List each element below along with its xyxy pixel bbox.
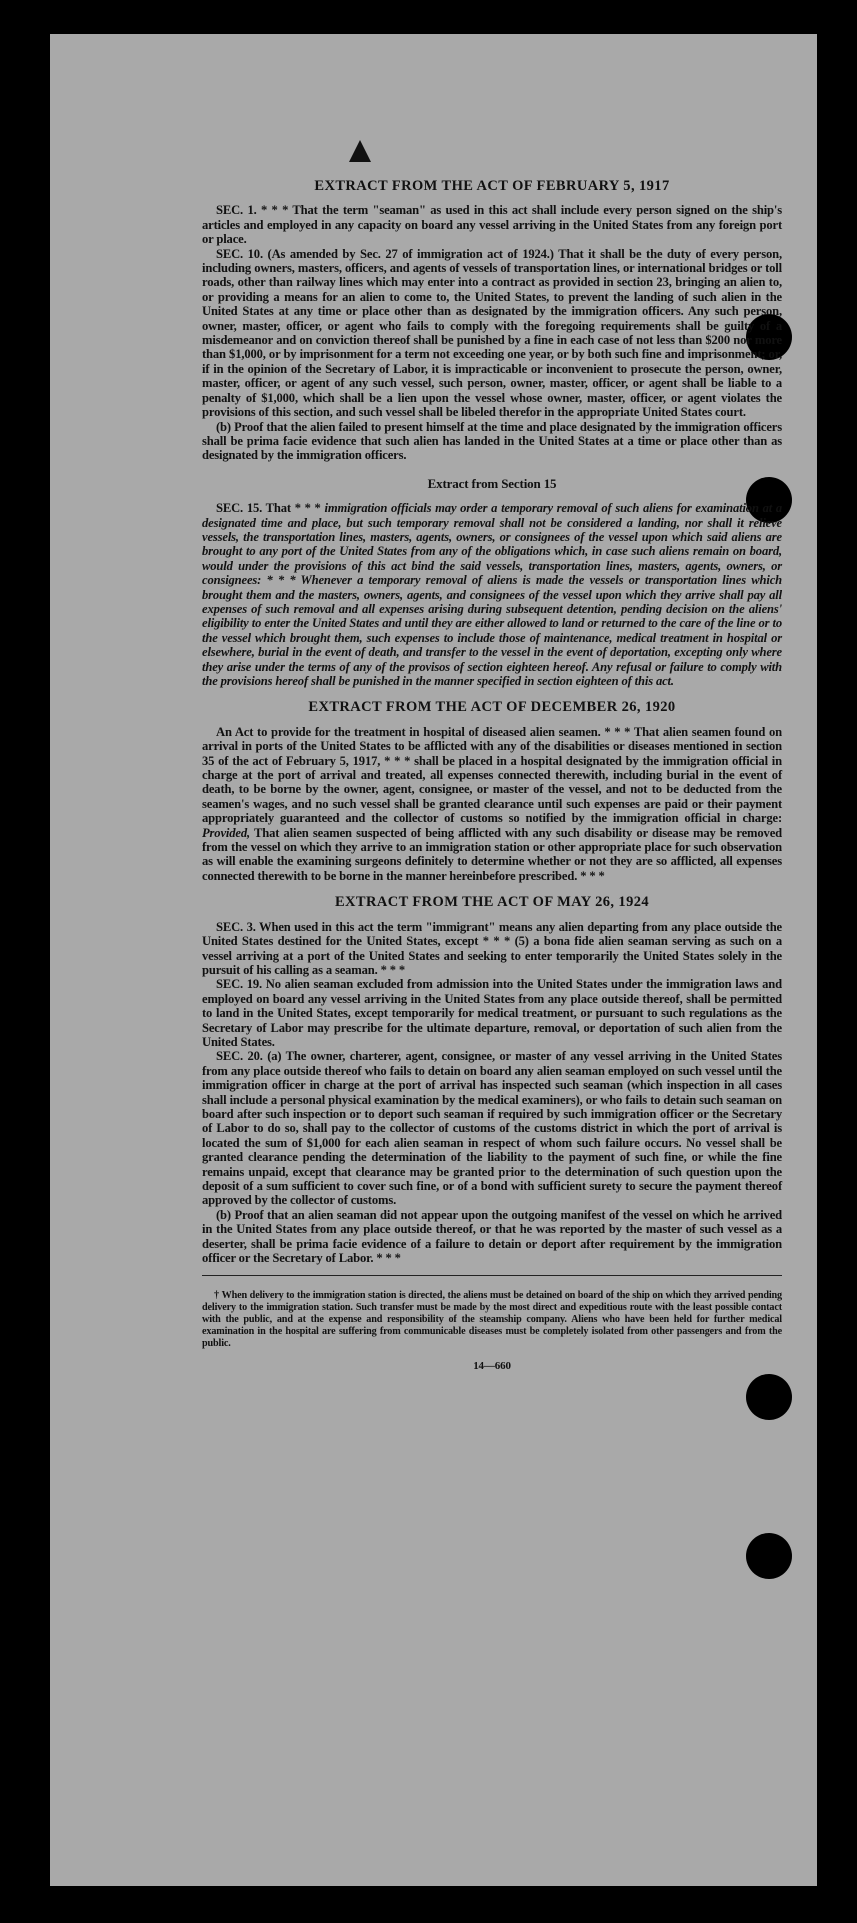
section-3: SEC. 3. When used in this act the term "immigrant" means any alien departing from any place outside the United States destined for the United States, except * * * (5) a bona fide alien seaman serving as such on a vessel arriving at a port of the United States and seeking to enter temporarily the United States solely in the pursuit of his calling as a seaman. * * * bbox=[202, 919, 782, 977]
section-20-b: (b) Proof that an alien seaman did not appear upon the outgoing manifest of the vessel on which he arrived in the United States from any place outside thereof, or that he was reported by the master of such vessel as a deserter, shall be prima facie evidence of a failure to detain or deport after requirement by the immigration officer or the Secretary of Labor. * * * bbox=[202, 1207, 782, 1266]
triangle-mark-icon bbox=[349, 140, 371, 162]
section-15-lead: SEC. 15. That * * * bbox=[216, 501, 325, 516]
section-20: SEC. 20. (a) The owner, charterer, agent, consignee, or master of any vessel arriving in the United States from any place outside thereof who fails to detain on board any alien seaman employed on such vessel until the immigration officer in charge at the port of arrival has inspected such seaman (which inspection in all cases shall include a personal physical examination by the medical examiners), or who fails to detain such seaman on board after such inspection or to deport such seaman if required by such immigration officer or the Secretary of Labor to do so, shall pay to the collector of customs of the customs district in which the port of arrival is located the sum of $1,000 for each alien seaman in respect of whom such failure occurs. No vessel shall be granted clearance pending the determination of the liability to the payment of such fine, or while the fine remains unpaid, except that clearance may be granted prior to the determination of such question upon the deposit of a sum sufficient to cover such fine, or of a bond with sufficient surety to secure the payment thereof approved by the collector of customs. bbox=[202, 1049, 782, 1208]
section-15-body: immigration officials may order a temporary removal of such aliens for examination at a designated time and place, but such temporary removal shall not be considered a landing, nor shall it relieve vessels, the transportation lines, masters, agents, owners, or consignees of the vessel upon which said aliens are brought to any port of the United States from any of the obligations which, in case such aliens remain on board, would under the provisions of this act bind the said vessels, transportation lines, masters, agents, owners, or consignees: * * * Whenever a temporary removal of aliens is made the vessels or transportation lines which brought them and the masters, owners, agents, and consignees of the vessel upon which they arrive shall pay all expenses of such removal and all expenses arising during subsequent detention, pending decision on the aliens' eligibility to enter the United States and until they are either allowed to land or returned to the care of the line or to the vessel which brought them, such expenses to include those of maintenance, medical treatment in hospital or elsewhere, burial in the event of death, and transfer to the vessel in the event of deportation, excepting only where they arise under the terms of any of the provisos of section eighteen hereof. Any refusal or failure to comply with the provisions hereof shall be punished in the manner specified in section eighteen of this act. bbox=[202, 501, 782, 688]
act-1920-body: An Act to provide for the treatment in hospital of diseased alien seamen. * * * That alien seamen found on arrival in ports of the United States to be afflicted with any of the disabilities or diseases mentioned in section 35 of the act of February 5, 1917, * * * shall be placed in a hospital designated by the immigration official in charge at the port of arrival and treated, all expenses connected therewith, including burial in the event of death, to be borne by the owner, agent, consignee, or master of the vessel, and not to be deducted from the seamen's wages, and no such vessel shall be granted clearance until such expenses are paid or their payment appropriately guaranteed and the collector of customs so notified by the immigration official in charge: bbox=[202, 724, 782, 826]
footnote: † When delivery to the immigration station is directed, the aliens must be detained on board of the ship on which they arrived pending delivery to the immigration station. Such transfer must be made by the most direct and expeditious route with the least possible contact with the public, and at the expense and responsibility of the steamship company. Aliens who have been held for further medical examination in the hospital are suffering from communicable diseases must be completely isolated from other passengers and from the public. bbox=[202, 1290, 782, 1349]
section-1: SEC. 1. * * * That the term "seaman" as used in this act shall include every person signed on the ship's articles and employed in any capacity on board any vessel arriving in the United States from any foreign port or place. bbox=[202, 203, 782, 247]
divider bbox=[202, 1275, 782, 1276]
section-10: SEC. 10. (As amended by Sec. 27 of immigration act of 1924.) That it shall be the duty of every person, including owners, masters, officers, and agents of vessels of transportation lines, or international bridges or toll roads, other than railway lines which may enter into a contract as provided in section 23, bringing an alien to, or providing a means for an alien to come to, the United States, to prevent the landing of such alien in the United States at any time or place other than as designated by the immigration officers. Any such person, owner, master, officer, or agent who fails to comply with the foregoing requirements shall be guilty of a misdemeanor and on conviction thereof shall be punished by a fine in each case of not less than $200 nor more than $1,000, or by imprisonment for a term not exceeding one year, or by both such fine and imprisonment; or, if in the opinion of the Secretary of Labor, it is impracticable or inconvenient to prosecute the person, owner, master, officer, or agent of any such vessel, such person, owner, master, officer, or agent shall be liable to a penalty of $1,000, which shall be a lien upon the vessel whose owner, master, officer, or agent violates the provisions of this section, and such vessel shall be libeled therefor in the appropriate United States court. bbox=[202, 246, 782, 420]
act-1920-text bbox=[202, 725, 782, 883]
provided-word: Provided, bbox=[202, 825, 250, 840]
punch-hole bbox=[746, 1374, 792, 1420]
section-15 bbox=[202, 501, 782, 688]
heading-act-1917: EXTRACT FROM THE ACT OF FEBRUARY 5, 1917 bbox=[314, 178, 670, 194]
punch-hole bbox=[746, 1533, 792, 1579]
heading-act-1920: EXTRACT FROM THE ACT OF DECEMBER 26, 1920 bbox=[308, 699, 676, 716]
section-19: SEC. 19. No alien seaman excluded from admission into the United States under the immigration laws and employed on board any vessel arriving in the United States from any place outside thereof, shall be permitted to land in the United States, except temporarily for medical treatment, or pursuant to such regulations as the Secretary of Labor may prescribe for the ultimate departure, removal, or deportation of such alien from the United States. bbox=[202, 977, 782, 1049]
subheading-section-15: Extract from Section 15 bbox=[427, 475, 557, 491]
section-10-b: (b) Proof that the alien failed to present himself at the time and place designated by the immigration officers shall be prima facie evidence that such alien has landed in the United States at a time or place other than as designated by the immigration officers. bbox=[202, 419, 782, 463]
heading-act-1924: EXTRACT FROM THE ACT OF MAY 26, 1924 bbox=[334, 894, 650, 911]
form-number: 14—660 bbox=[473, 1360, 511, 1373]
act-1920-tail: That alien seamen suspected of being afflicted with any such disability or disease may be removed from the vessel on which they arrive to an immigration station or other appropriate place for such observation as will enable the examining surgeons definitely to determine whether or not they are so afflicted, all expenses connected therewith to be borne in the manner hereinbefore prescribed. * * * bbox=[202, 825, 782, 883]
document-body bbox=[202, 179, 782, 1374]
document-page bbox=[50, 34, 817, 1886]
